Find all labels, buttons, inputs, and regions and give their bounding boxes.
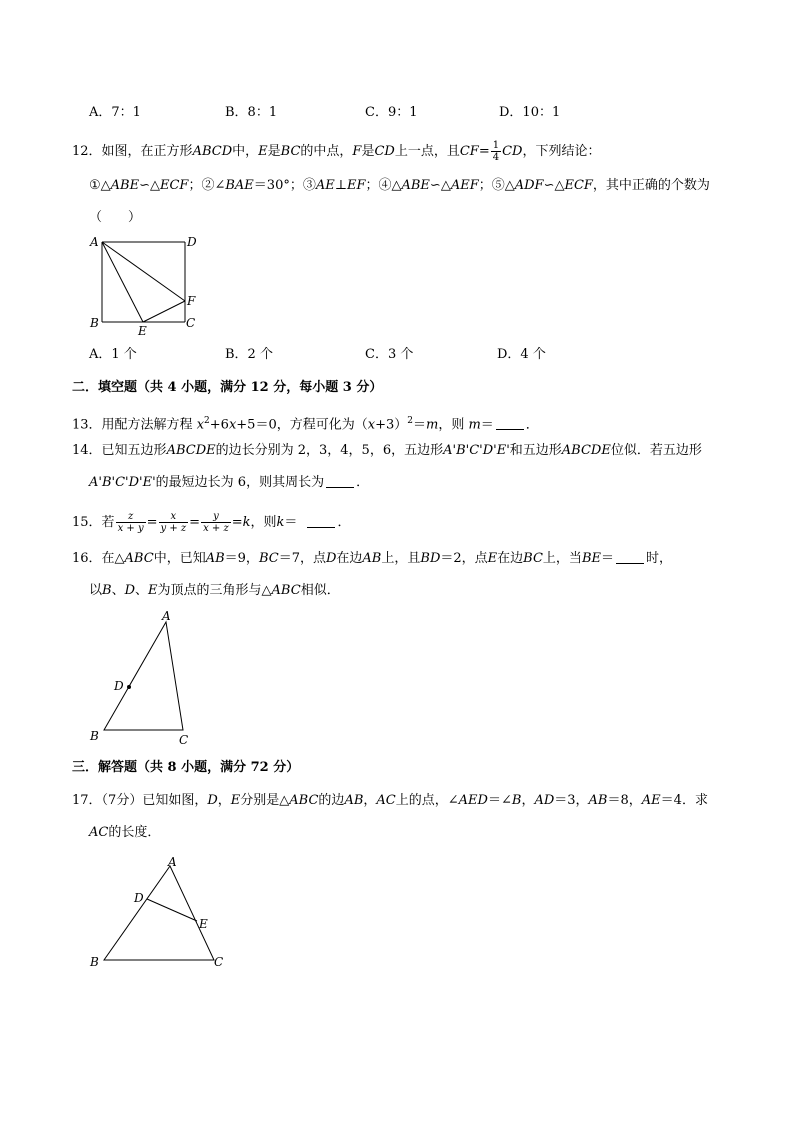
q12-var: ABE (401, 178, 430, 193)
q13-text: ． (525, 417, 539, 433)
q11-option-b: B．8：1 (225, 105, 278, 120)
label-b: B (90, 729, 99, 743)
q17-text: 的长度． (108, 825, 161, 840)
q13-var: x (196, 417, 205, 433)
q12-text: 如图，在正方形 (101, 144, 193, 159)
q17-var: AB (344, 793, 364, 808)
q15-number: 15． (72, 515, 102, 530)
q17-var: AD (534, 793, 555, 808)
section-heading-fill-in: 二．填空题（共 4 小题，满分 12 分，每小题 3 分） (72, 380, 383, 395)
q12-var: ECF (159, 178, 189, 193)
q13-number: 13． (72, 417, 102, 433)
q16-var: ABC (271, 583, 301, 598)
label-a: A (168, 855, 177, 869)
q16-var: AB (205, 551, 225, 566)
q16-var: D (124, 583, 136, 598)
q14-text: 已知五边形 (101, 443, 167, 458)
q15-text: = (231, 515, 243, 530)
q16-stem (72, 549, 672, 569)
q15-text: 若 (101, 515, 115, 530)
label-a: A (162, 609, 171, 623)
q16-var: BC (258, 551, 279, 566)
q14-text: 位似．若五边形 (610, 443, 702, 458)
q16-text: 上，且 (381, 551, 421, 566)
q15-text: ． (337, 515, 351, 530)
q17-text: 的边 (318, 793, 345, 808)
q17-stem (72, 791, 708, 811)
q12-text: ，下列结论： (522, 144, 601, 159)
q14-text: ． (356, 475, 370, 490)
q12-option-b: B．2 个 (225, 347, 273, 362)
q13-text: ＝ (412, 417, 426, 433)
q12-number: 12． (72, 144, 102, 159)
q13-text: ，则 (438, 417, 469, 433)
q12-answer-paren: （ ） (89, 210, 142, 225)
q14-var: A'B'C'D'E' (443, 443, 510, 458)
q11-options (89, 103, 729, 123)
q13-text: ＝ (480, 417, 494, 433)
label-e: E (199, 917, 208, 931)
q12-text: 是 (267, 144, 281, 159)
q12-var: EF (346, 178, 366, 193)
q14-stem (72, 441, 702, 461)
q13-text: 用配方法解方程 (101, 417, 197, 433)
q12-var: BAE (225, 178, 254, 193)
q12-text: 上一点，且 (394, 144, 460, 159)
q16-var: E (148, 583, 158, 598)
q14-text: 的边长分别为 2，3，4，5，6，五边形 (215, 443, 444, 458)
q15-var: k (276, 515, 285, 530)
q12-text: ；②∠ (188, 178, 226, 193)
q12-stem (72, 140, 601, 163)
q13-var: m (425, 417, 439, 433)
q16-text: 以 (89, 583, 103, 598)
q16-text: ＝2，点 (440, 551, 488, 566)
q12-fraction (491, 140, 501, 163)
q17-number: 17． (72, 793, 102, 808)
label-b: B (90, 955, 99, 969)
q12-var: CD (502, 144, 523, 159)
q11-option-d: D．10：1 (499, 105, 561, 120)
q12-var: E (258, 144, 268, 159)
q17-stem-line2 (89, 823, 160, 843)
q16-text: 、 (135, 583, 149, 598)
q17-text: ＝3， (554, 793, 589, 808)
q15-fraction-1 (116, 511, 146, 534)
q16-figure-triangle (86, 608, 196, 748)
q12-text: ；⑤△ (478, 178, 515, 193)
triangle-abc (104, 866, 214, 960)
q12-var: AEF (450, 178, 479, 193)
q16-text: ＝ (600, 551, 614, 566)
q16-stem-line2 (89, 581, 340, 601)
label-f: F (187, 294, 196, 308)
q12-text: 的中点， (300, 144, 353, 159)
label-e: E (138, 324, 147, 336)
q12-option-a: A．1 个 (89, 347, 137, 362)
q17-var: AC (89, 825, 109, 840)
label-d: D (114, 679, 124, 693)
section-heading-answer: 三．解答题（共 8 小题，满分 72 分） (72, 760, 300, 775)
triangle-abc (104, 622, 183, 730)
q15-fraction-2 (159, 511, 189, 534)
q16-text: 在边 (336, 551, 363, 566)
q12-var: CD (374, 144, 395, 159)
segment-af (102, 242, 185, 301)
q17-var: B (511, 793, 522, 808)
label-b: B (90, 316, 99, 330)
label-a: A (90, 235, 99, 249)
q16-var: ABC (124, 551, 154, 566)
q12-option-d: D．4 个 (497, 347, 546, 362)
q12-text: ⊥ (334, 178, 347, 193)
q14-var: ABCDE (561, 443, 611, 458)
q13-exponent: 2 (204, 416, 210, 426)
label-c: C (186, 316, 196, 330)
q14-answer-blank[interactable] (326, 473, 354, 488)
q14-var: A'B'C'D'E' (89, 475, 156, 490)
label-d: D (187, 235, 197, 249)
q15-text: ＝ (284, 515, 298, 530)
q17-text: ＝4．求 (660, 793, 708, 808)
q17-text: 分别是△ (240, 793, 290, 808)
q16-var: BD (420, 551, 441, 566)
q17-figure-triangle (86, 852, 236, 972)
q16-answer-blank[interactable] (616, 549, 644, 564)
q17-var: D (207, 793, 218, 808)
q12-var: AE (315, 178, 335, 193)
q12-text: = (478, 144, 490, 159)
fraction-denominator: x + y (117, 523, 144, 534)
q15-answer-blank[interactable] (307, 513, 335, 528)
q16-var: BE (581, 551, 601, 566)
q14-stem-line2 (89, 473, 369, 493)
q16-var: B (102, 583, 112, 598)
q16-var: E (487, 551, 498, 566)
q17-var: ABC (289, 793, 319, 808)
point-d (127, 685, 131, 689)
q14-var: ABCDE (166, 443, 216, 458)
q16-number: 16． (72, 551, 102, 566)
q13-var: x (367, 417, 376, 433)
q13-answer-blank[interactable] (496, 415, 524, 430)
q12-text: 是 (361, 144, 375, 159)
q17-var: AB (588, 793, 608, 808)
q15-var: k (242, 515, 251, 530)
q15-text: = (146, 515, 158, 530)
q13-stem (72, 411, 539, 435)
q16-text: 时， (646, 551, 673, 566)
fraction-numerator: x (159, 511, 189, 523)
q16-text: 在边 (497, 551, 524, 566)
fraction-numerator: 1 (492, 140, 500, 151)
q12-text: ∽△ (429, 178, 451, 193)
q12-var: ABE (110, 178, 140, 193)
q12-text: ，其中正确的个数为 (592, 178, 710, 193)
q13-text: +3） (375, 417, 408, 433)
q14-text: 的最短边长为 6，则其周长为 (155, 475, 325, 490)
q12-text: ∽△ (543, 178, 565, 193)
q11-option-a: A．7：1 (89, 105, 141, 120)
q14-number: 14． (72, 443, 102, 458)
q13-text: +5＝0，方程可化为（ (236, 417, 368, 433)
q16-text: ＝9， (224, 551, 259, 566)
q16-var: D (325, 551, 337, 566)
q12-var: F (352, 144, 362, 159)
q17-var: AC (376, 793, 396, 808)
q16-text: 、 (111, 583, 125, 598)
q13-var: x (228, 417, 237, 433)
label-c: C (179, 733, 189, 747)
q12-var: BC (280, 144, 301, 159)
q12-var: CF (459, 144, 479, 159)
q12-text: ∽△ (139, 178, 160, 193)
q15-text: = (189, 515, 201, 530)
q14-text: 和五边形 (509, 443, 562, 458)
q15-fraction-3 (201, 511, 231, 534)
fraction-denominator: y + z (160, 523, 187, 534)
q12-text: ①△ (89, 178, 111, 193)
q12-var: ABCD (192, 144, 233, 159)
q12-text: 中， (232, 144, 259, 159)
q17-var: AED (458, 793, 488, 808)
q17-text: ， (363, 793, 377, 808)
q16-var: BC (523, 551, 543, 566)
q13-text: +6 (209, 417, 229, 433)
q13-var: m (468, 417, 481, 433)
q12-figure-square (86, 232, 206, 336)
q17-text: ＝8， (607, 793, 642, 808)
q15-text: ，则 (250, 515, 277, 530)
q16-text: 中，已知 (153, 551, 206, 566)
q16-text: 在△ (101, 551, 125, 566)
q12-var: ADF (514, 178, 544, 193)
q17-text: ， (217, 793, 231, 808)
q12-text: ；④△ (365, 178, 402, 193)
segment-ae (102, 242, 143, 322)
q16-text: ＝7，点 (278, 551, 326, 566)
q17-var: E (230, 793, 241, 808)
q16-var: AB (362, 551, 382, 566)
q17-text: ， (521, 793, 535, 808)
q12-statements (89, 176, 710, 196)
q16-text: 为顶点的三角形与△ (157, 583, 272, 598)
fraction-denominator: 4 (492, 152, 500, 163)
q11-option-c: C．9：1 (365, 105, 418, 120)
q16-text: 相似． (300, 583, 340, 598)
q16-text: 上，当 (542, 551, 582, 566)
q12-text: ＝30°；③ (253, 178, 316, 193)
q17-var: AE (641, 793, 661, 808)
q15-stem (72, 511, 350, 534)
fraction-denominator: x + z (203, 523, 229, 534)
q17-text: 上的点，∠ (395, 793, 459, 808)
label-d: D (134, 891, 144, 905)
fraction-numerator: y (201, 511, 231, 523)
q12-var: ECF (564, 178, 593, 193)
q13-exponent: 2 (407, 416, 413, 426)
q17-text: （7分）已知如图， (101, 793, 208, 808)
q12-options (89, 345, 729, 365)
fraction-numerator: z (116, 511, 146, 523)
segment-ef (143, 301, 185, 322)
q12-option-c: C．3 个 (365, 347, 414, 362)
label-c: C (214, 955, 224, 969)
segment-de (147, 899, 197, 921)
q17-text: ＝∠ (487, 793, 512, 808)
